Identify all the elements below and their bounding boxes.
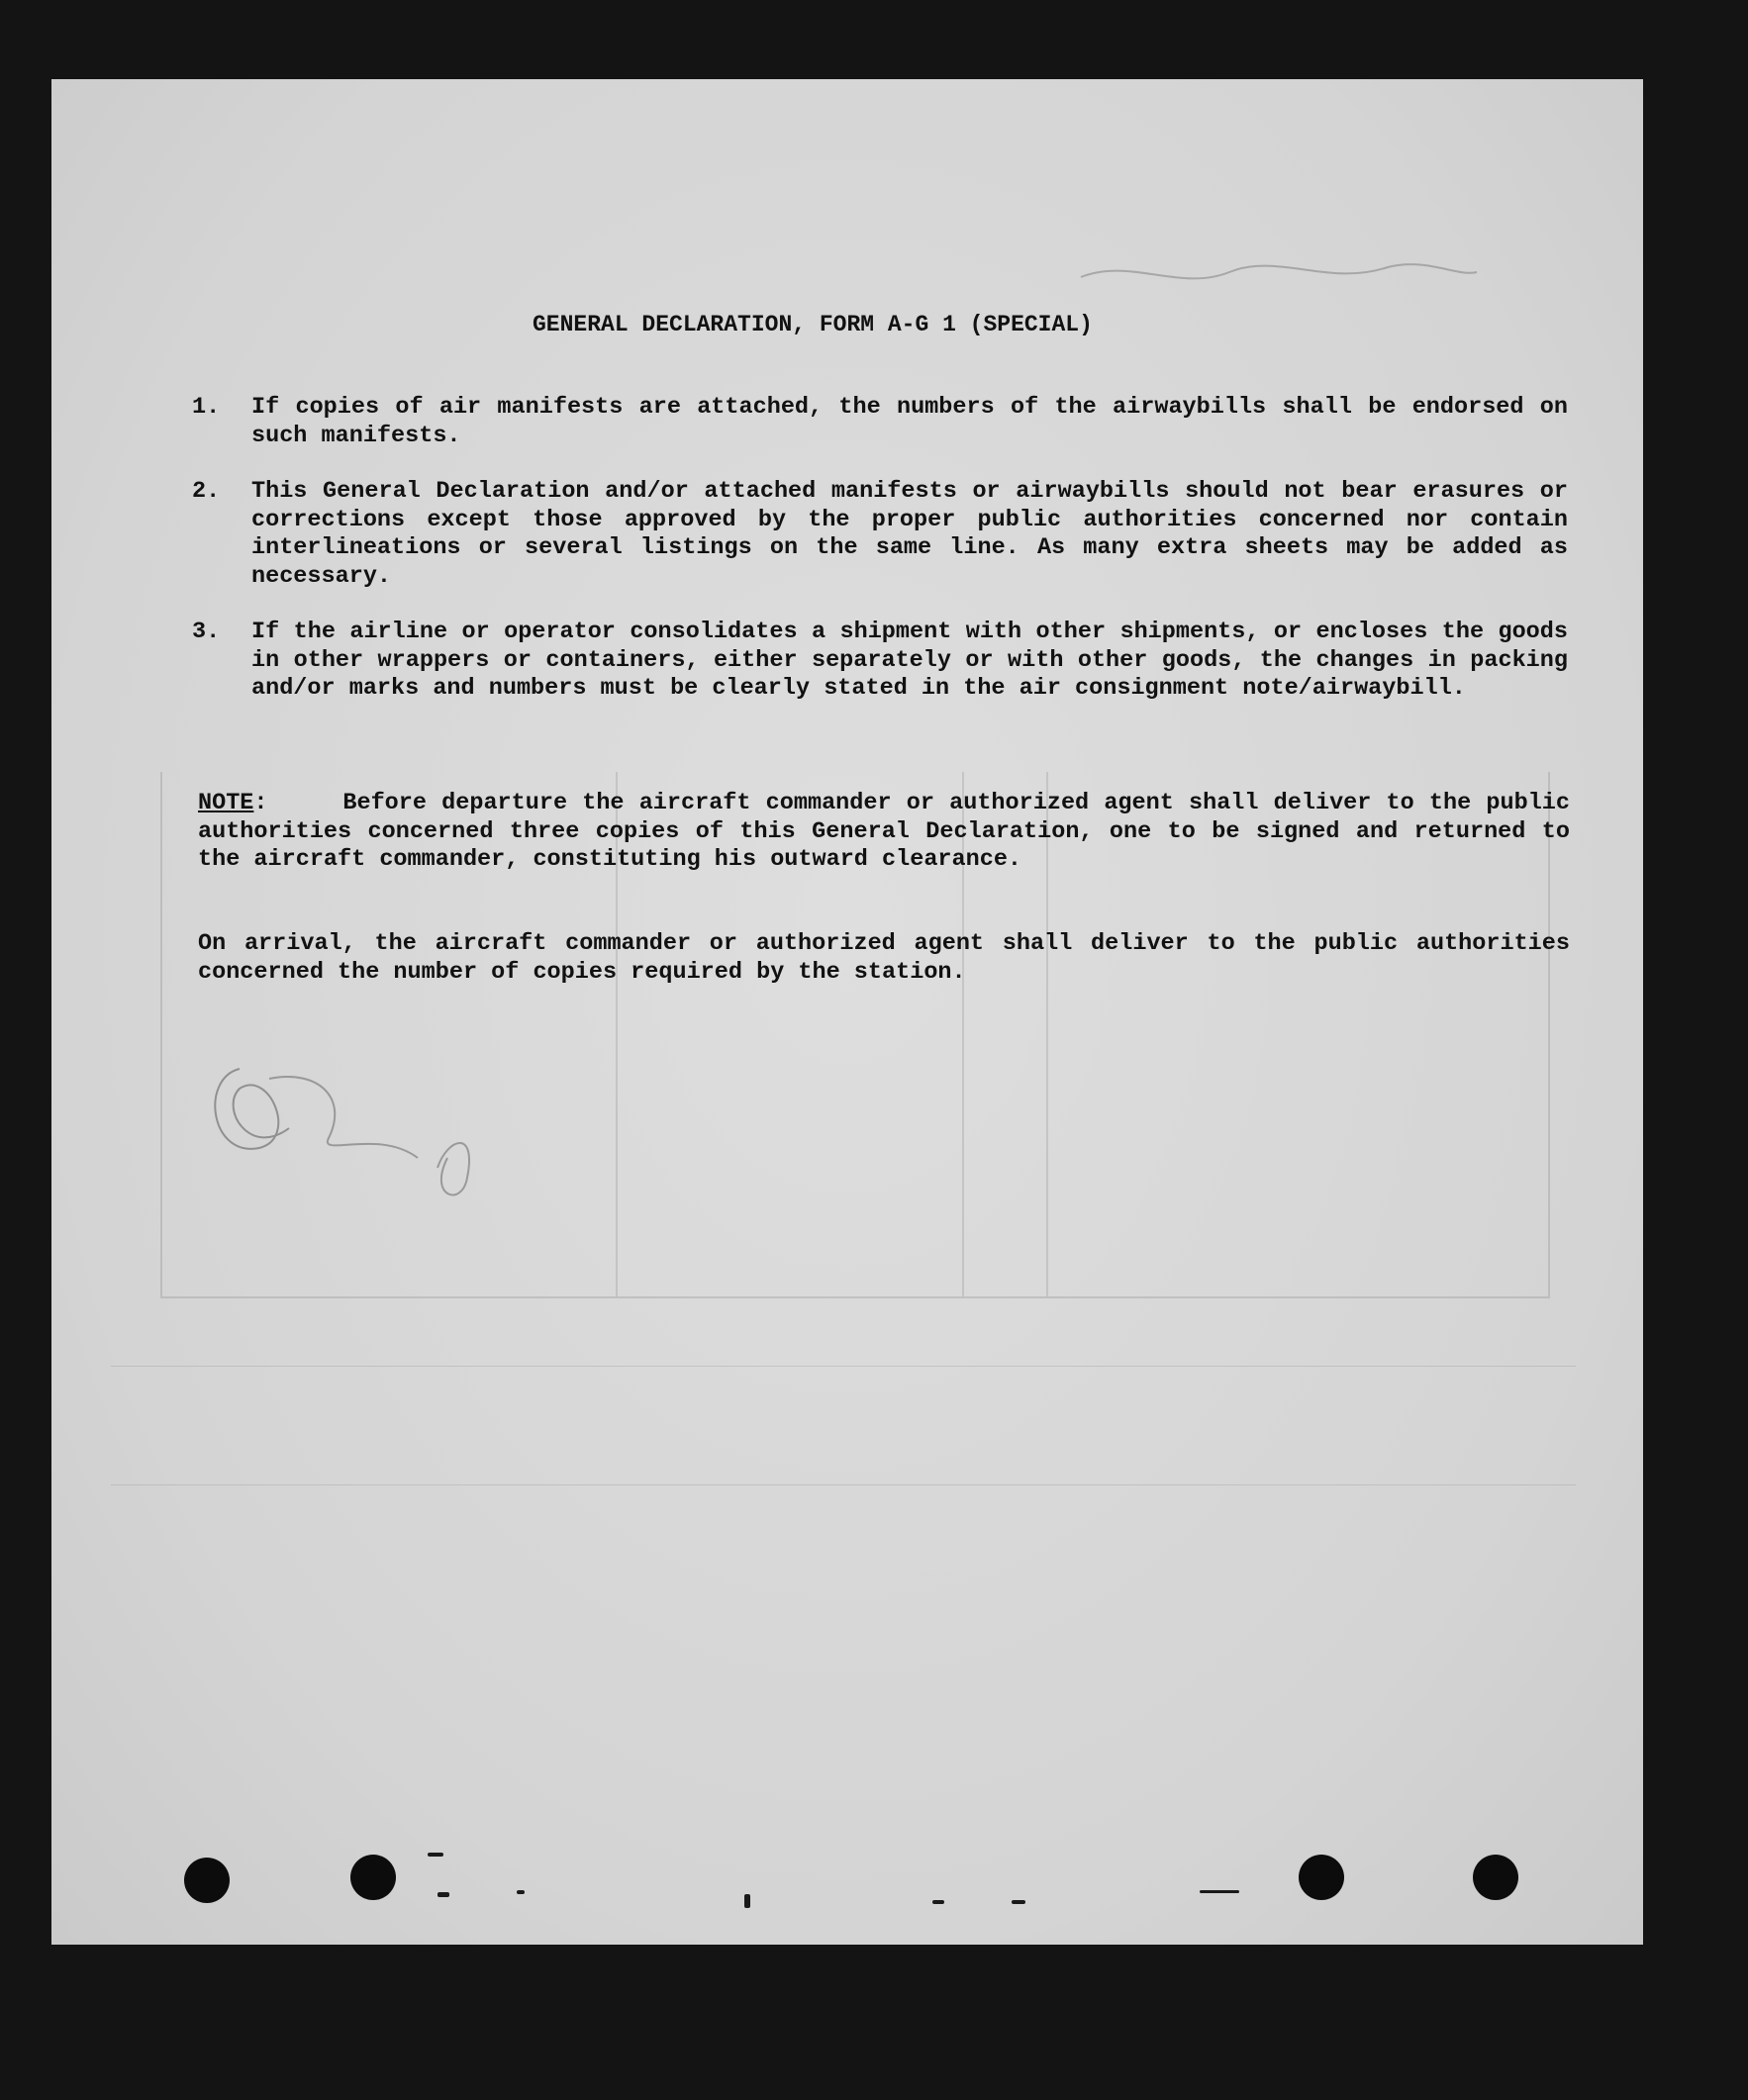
document-page	[51, 79, 1643, 1945]
item-text: If the airline or operator consolidates a shipment with other shipments, or encloses the goods in other wrappers or containers, either separately or with other goods, the changes in packing and/or marks and numbers must be clearly stated in the air consignment note/airwaybill.	[251, 619, 1568, 702]
pencil-scribble-mark	[1071, 238, 1487, 307]
arrival-paragraph: On arrival, the aircraft commander or authorized agent shall deliver to the public authorities concerned the number of copies required by the station.	[198, 930, 1570, 986]
note-label: NOTE	[198, 790, 254, 816]
note-separator: :	[253, 790, 268, 816]
item-text: If copies of air manifests are attached, the numbers of the airwaybills shall be endorsed on such manifests.	[251, 394, 1568, 449]
item-number: 1.	[192, 394, 221, 421]
speck-mark	[744, 1894, 750, 1908]
item-number: 2.	[192, 478, 221, 505]
speck-mark	[1200, 1890, 1239, 1893]
punch-hole	[184, 1858, 230, 1903]
item-number: 3.	[192, 619, 221, 645]
instruction-item	[192, 619, 1568, 704]
speck-mark	[517, 1890, 525, 1894]
document-title: GENERAL DECLARATION, FORM A-G 1 (SPECIAL)	[533, 312, 1093, 337]
speck-mark	[437, 1892, 449, 1897]
speck-mark	[932, 1900, 944, 1904]
punch-hole	[1299, 1855, 1344, 1900]
punch-hole	[350, 1855, 396, 1900]
note-text: Before departure the aircraft commander or authorized agent shall deliver to the public authorities concerned three copies of this General Declaration, one to be signed and returned to the aircraft commander, constituting his outward clearance.	[198, 790, 1570, 873]
bleed-through-line	[111, 1366, 1576, 1367]
instruction-item	[192, 394, 1568, 450]
pencil-scribble-mark	[180, 1009, 517, 1227]
instruction-item	[192, 478, 1568, 591]
speck-mark	[428, 1853, 443, 1857]
speck-mark	[1012, 1900, 1025, 1904]
item-text: This General Declaration and/or attached manifests or airwaybills should not bear erasures or corrections except those approved by the proper public authorities concerned nor contain interlineations or several listings on the same line. As many extra sheets may be added as necessary.	[251, 478, 1568, 590]
bleed-through-line	[111, 1484, 1576, 1485]
note-paragraph	[198, 790, 1570, 875]
punch-hole	[1473, 1855, 1518, 1900]
